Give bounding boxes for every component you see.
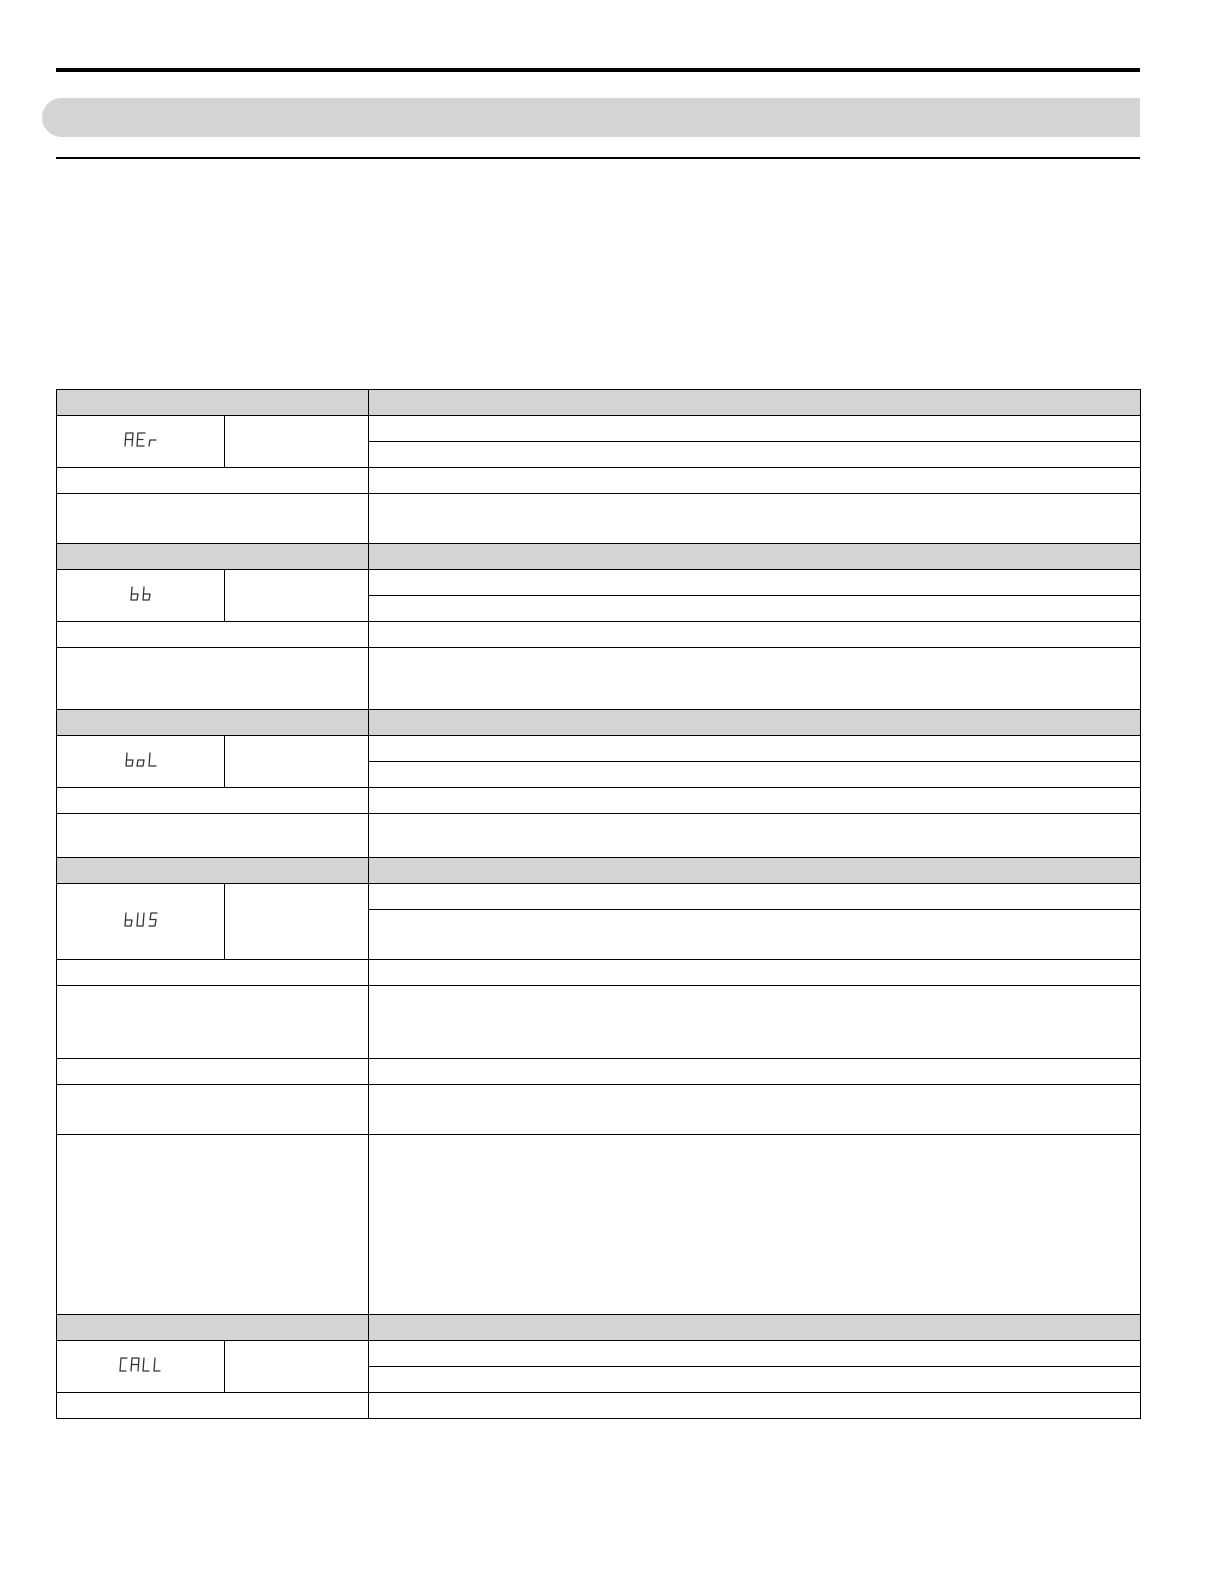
section-rule	[56, 157, 1140, 159]
table-row	[57, 1135, 1141, 1315]
segment-display-code	[123, 910, 159, 928]
table-row	[57, 1059, 1141, 1085]
table-header-row	[57, 710, 1141, 736]
table-row	[57, 622, 1141, 648]
section-header-bar	[42, 98, 1140, 137]
table-row	[57, 960, 1141, 986]
table-row	[57, 416, 1141, 442]
table-row	[57, 736, 1141, 762]
table-row	[57, 1341, 1141, 1367]
segment-display-code	[123, 430, 159, 448]
table-row	[57, 1085, 1141, 1135]
table-header-row	[57, 544, 1141, 570]
display-code-cell	[57, 416, 225, 468]
display-code-cell	[57, 570, 225, 622]
table-row	[57, 884, 1141, 910]
table-header-row	[57, 390, 1141, 416]
table-row	[57, 468, 1141, 494]
alarm-table	[56, 389, 1141, 1419]
table-header-row	[57, 858, 1141, 884]
segment-display-code	[118, 1355, 164, 1373]
top-rule	[56, 68, 1140, 72]
table-row	[57, 814, 1141, 858]
table-row	[57, 570, 1141, 596]
display-code-cell	[57, 1341, 225, 1393]
table-row	[57, 1393, 1141, 1419]
table-row	[57, 494, 1141, 544]
table-row	[57, 648, 1141, 710]
table-row	[57, 788, 1141, 814]
display-code-cell	[57, 884, 225, 960]
table-row	[57, 986, 1141, 1059]
display-code-cell	[57, 736, 225, 788]
segment-display-code	[124, 750, 158, 768]
segment-display-code	[129, 584, 153, 602]
table-header-row	[57, 1315, 1141, 1341]
